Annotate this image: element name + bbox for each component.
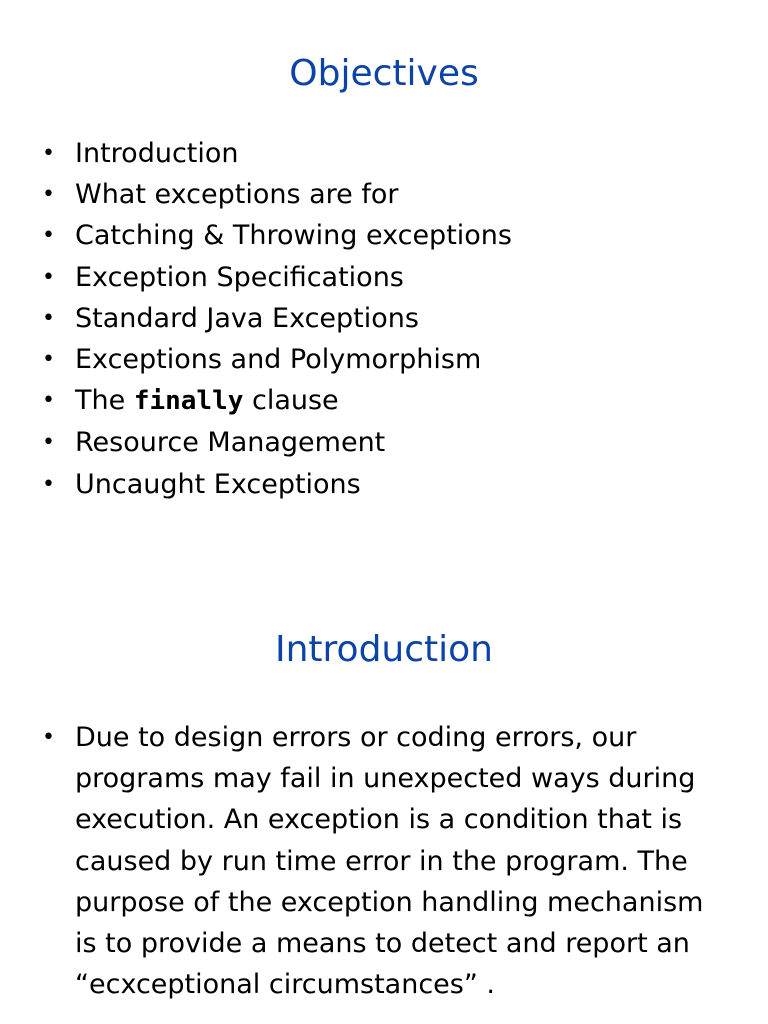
objective-item-polymorphism: • Exceptions and Polymorphism	[42, 339, 742, 380]
paragraph-line: caused by run time error in the program. The	[75, 845, 688, 877]
paragraph-line: execution. An exception is a condition that is	[75, 804, 683, 836]
objective-item-introduction: • Introduction	[42, 133, 742, 174]
paragraph-line: programs may fail in unexpected ways during	[75, 763, 696, 795]
objective-item-finally-clause	[42, 380, 742, 422]
objective-item-what-exceptions: • What exceptions are for	[42, 174, 742, 215]
objective-item-uncaught: • Uncaught Exceptions	[42, 464, 742, 505]
objective-item-resource-management: • Resource Management	[42, 422, 742, 463]
introduction-title: Introduction	[274, 629, 493, 670]
objectives-title: Objectives	[289, 53, 479, 94]
finally-suffix: clause	[243, 385, 339, 417]
introduction-slide	[0, 520, 768, 1024]
objective-item-specifications: • Exception Specifications	[42, 257, 742, 298]
introduction-list	[42, 717, 742, 1005]
paragraph-line: • Due to design errors or coding errors, our	[75, 722, 637, 753]
introduction-paragraph	[42, 717, 742, 1005]
objective-item-standard-java: • Standard Java Exceptions	[42, 298, 742, 339]
paragraph-line: “ecxceptional circumstances” .	[75, 969, 495, 1001]
objectives-list	[42, 133, 742, 505]
finally-keyword: finally	[133, 386, 244, 417]
objective-item-catching-throwing: • Catching & Throwing exceptions	[42, 215, 742, 256]
finally-prefix: The	[75, 385, 134, 417]
paragraph-line: is to provide a means to detect and report an	[75, 928, 690, 960]
paragraph-line: purpose of the exception handling mechanism	[75, 886, 704, 918]
